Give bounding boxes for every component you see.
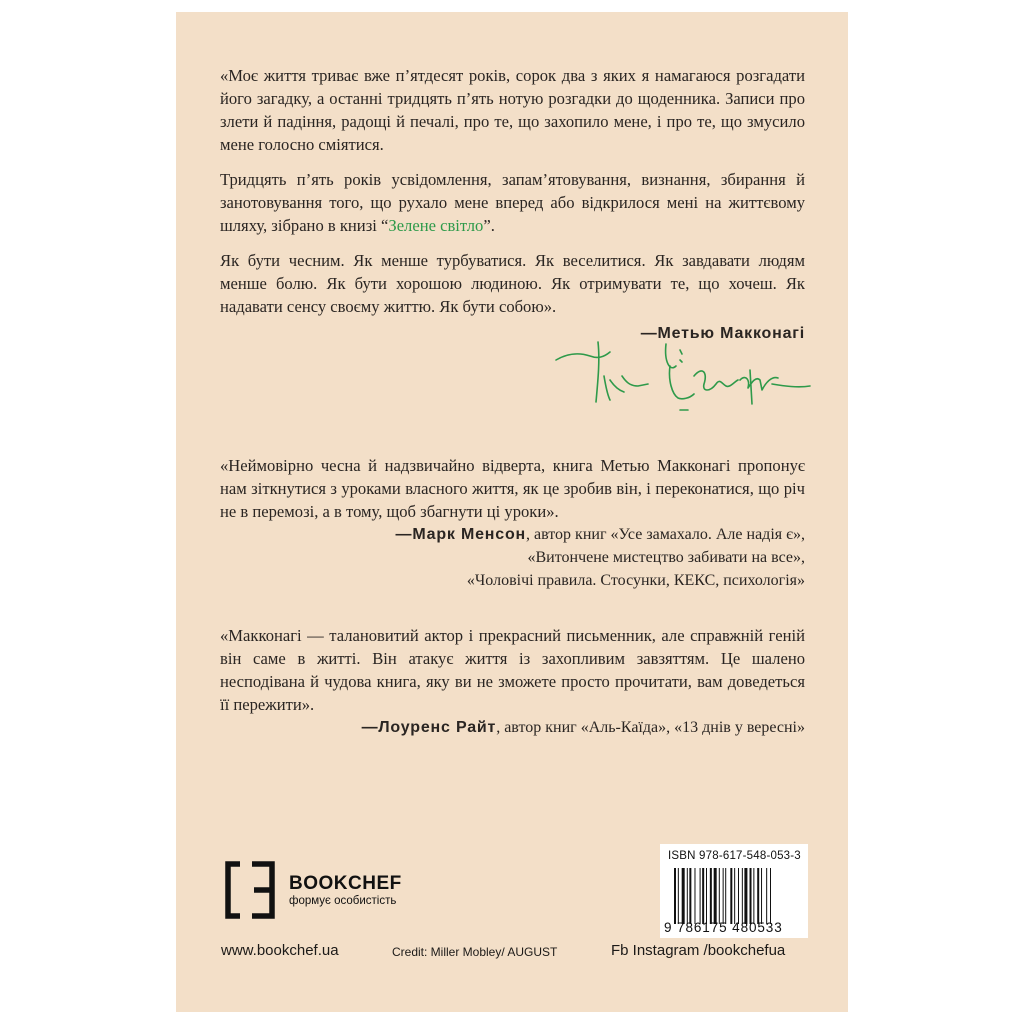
barcode-bar bbox=[757, 868, 759, 924]
isbn-label: ISBN 978-617-548-053-3 bbox=[668, 850, 801, 862]
barcode-bar bbox=[719, 868, 720, 924]
barcode-bar bbox=[678, 868, 679, 924]
barcode-bar bbox=[694, 868, 695, 924]
book-title-green-light: Зелене світло bbox=[388, 216, 484, 235]
isbn-digits: 9 786175 480533 bbox=[664, 920, 783, 935]
quote-manson-attribution bbox=[220, 523, 805, 592]
barcode-bar bbox=[674, 868, 676, 924]
barcode-bar bbox=[738, 868, 739, 924]
barcode-bar bbox=[714, 868, 717, 924]
barcode-bar bbox=[770, 868, 771, 924]
social-links[interactable]: Fb Instagram /bookchefua bbox=[611, 942, 786, 959]
publisher-website[interactable]: www.bookchef.ua bbox=[221, 942, 339, 959]
quote-wright-attribution bbox=[220, 716, 805, 739]
quote-manson bbox=[220, 454, 805, 592]
attribution-books-1: , автор книг «Усе замахало. Але надія є», bbox=[526, 526, 805, 543]
barcode-bar bbox=[750, 868, 752, 924]
barcode-bar bbox=[766, 868, 767, 924]
bookchef-logo-icon bbox=[224, 860, 284, 920]
barcode-bar bbox=[700, 868, 701, 924]
barcode-bar bbox=[687, 868, 688, 924]
attribution-books-2: «Витончене мистецтво забивати на все», bbox=[527, 549, 805, 566]
handwritten-signature bbox=[552, 336, 814, 418]
book-back-cover bbox=[176, 12, 848, 1012]
quote-author-wright: —Лоуренс Райт bbox=[361, 719, 497, 736]
quote-author-mcconaughey: —Метью Макконагі bbox=[640, 325, 805, 342]
attribution-books-3: «Чоловічі правила. Стосунки, КЕКС, психологія» bbox=[466, 572, 805, 589]
quote-paragraph-1: «Моє життя триває вже п’ятдесят років, сорок два з яких я намагаюся розгадати його загадку, а останні тридцять п’ять нотую розгадки до щоденника. Записи про злети й падіння, радощі й печалі, про те, що захопило мене, і про те, що змусило мене голосно сміятися. bbox=[220, 66, 805, 154]
quote-paragraph-2-end: ”. bbox=[483, 216, 495, 235]
barcode-bar bbox=[744, 868, 747, 924]
publisher-name: BOOKCHEF bbox=[289, 873, 402, 894]
quote-paragraph-2-text: Тридцять п’ять років усвідомлення, запам’ятовування, визнання, збирання й занотовування того, що рухало мене вперед або відкрилося мені на життєвому шляху, зібрано в книзі “ bbox=[220, 170, 805, 235]
publisher-logo-text bbox=[289, 874, 402, 908]
quote-paragraph-3: Як бути чесним. Як менше турбуватися. Як веселитися. Як завдавати людям менше болю. Як бути хорошою людиною. Як отримувати те, що хочеш. Як надавати сенсу своєму життю. Як бути собою». bbox=[220, 251, 805, 316]
barcode-bar bbox=[710, 868, 712, 924]
barcode-bar bbox=[723, 868, 724, 924]
barcode-bar bbox=[689, 868, 691, 924]
barcode-bar bbox=[734, 868, 735, 924]
photo-credit: Credit: Miller Mobley/ AUGUST bbox=[392, 945, 558, 959]
barcode-bar bbox=[706, 868, 707, 924]
barcode-bar bbox=[682, 868, 685, 924]
quote-wright-text: «Макконагі — талановитий актор і прекрасний письменник, але справжній геній він саме в житті. Він атакує життя із захопливим завзяттям. Це шалено несподівана й чудова книга, яку ви не зможете просто прочитати, вам доведеться її пережити». bbox=[220, 626, 805, 714]
barcode bbox=[674, 868, 802, 924]
quote-author-manson: —Марк Менсон bbox=[395, 526, 527, 543]
barcode-bar bbox=[730, 868, 732, 924]
quote-paragraph-2 bbox=[220, 168, 805, 237]
barcode-bar bbox=[761, 868, 762, 924]
barcode-bar bbox=[753, 868, 754, 924]
attribution-books-wright: , автор книг «Аль-Каїда», «13 днів у вересні» bbox=[496, 719, 805, 736]
isbn-barcode-block bbox=[660, 844, 808, 938]
attribution-line-1 bbox=[220, 523, 805, 546]
barcode-bar bbox=[725, 868, 726, 924]
quote-mcconaughey bbox=[220, 64, 805, 345]
barcode-bar bbox=[742, 868, 743, 924]
quote-manson-text: «Неймовірно чесна й надзвичайно відверта, книга Метью Макконагі пропонує нам зіткнутися з уроками власного життя, як це зробив він, і переконатися, що річ не в перемозі, а в тому, щоб збагнути ці уроки». bbox=[220, 456, 805, 521]
publisher-tagline: формує особистість bbox=[289, 895, 397, 907]
quote-wright bbox=[220, 624, 805, 739]
barcode-bar bbox=[702, 868, 704, 924]
